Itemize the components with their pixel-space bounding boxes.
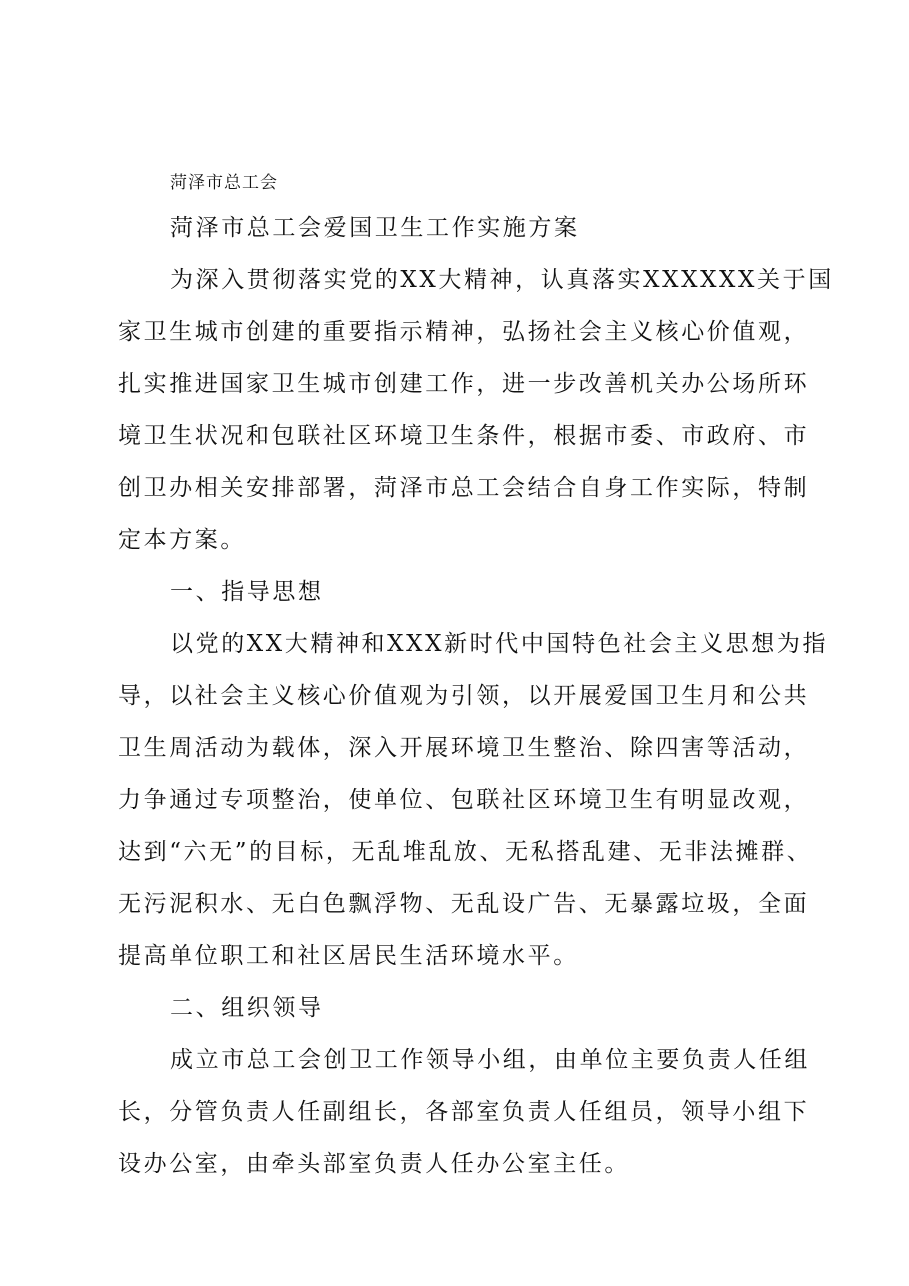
section1-line: 无污泥积水、无白色飘浮物、无乱设广告、无暴露垃圾，全面: [118, 891, 810, 917]
section1-line: 卫生周活动为载体，深入开展环境卫生整治、除四害等活动，: [118, 735, 810, 761]
section2-line: 设办公室，由牵头部室负责人任办公室主任。: [118, 1151, 630, 1177]
intro-line: 为深入贯彻落实党的XX大精神，认真落实XXXXXX关于国: [170, 267, 834, 293]
intro-line: 扎实推进国家卫生城市创建工作，进一步改善机关办公场所环: [118, 371, 810, 397]
organization-name: 菏泽市总工会: [170, 173, 278, 193]
document-title: 菏泽市总工会爱国卫生工作实施方案: [170, 215, 580, 241]
section2-line: 长，分管负责人任副组长，各部室负责人任组员，领导小组下: [118, 1099, 810, 1125]
section-heading: 一、指导思想: [170, 579, 324, 605]
section1-line: 提高单位职工和社区居民生活环境水平。: [118, 943, 579, 969]
intro-line: 家卫生城市创建的重要指示精神，弘扬社会主义核心价值观，: [118, 319, 810, 345]
section-heading: 二、组织领导: [170, 995, 324, 1021]
section1-line: 导，以社会主义核心价值观为引领，以开展爱国卫生月和公共: [118, 683, 810, 709]
intro-line: 境卫生状况和包联社区环境卫生条件，根据市委、市政府、市: [118, 423, 810, 449]
section1-line: 力争通过专项整治，使单位、包联社区环境卫生有明显改观，: [118, 787, 810, 813]
section1-line: 达到“六无”的目标，无乱堆乱放、无私搭乱建、无非法摊群、: [118, 839, 813, 865]
intro-line: 定本方案。: [118, 527, 246, 553]
section1-line: 以党的XX大精神和XXX新时代中国特色社会主义思想为指: [170, 631, 829, 657]
section2-line: 成立市总工会创卫工作领导小组，由单位主要负责人任组: [170, 1047, 810, 1073]
intro-line: 创卫办相关安排部署，菏泽市总工会结合自身工作实际，特制: [118, 475, 810, 501]
